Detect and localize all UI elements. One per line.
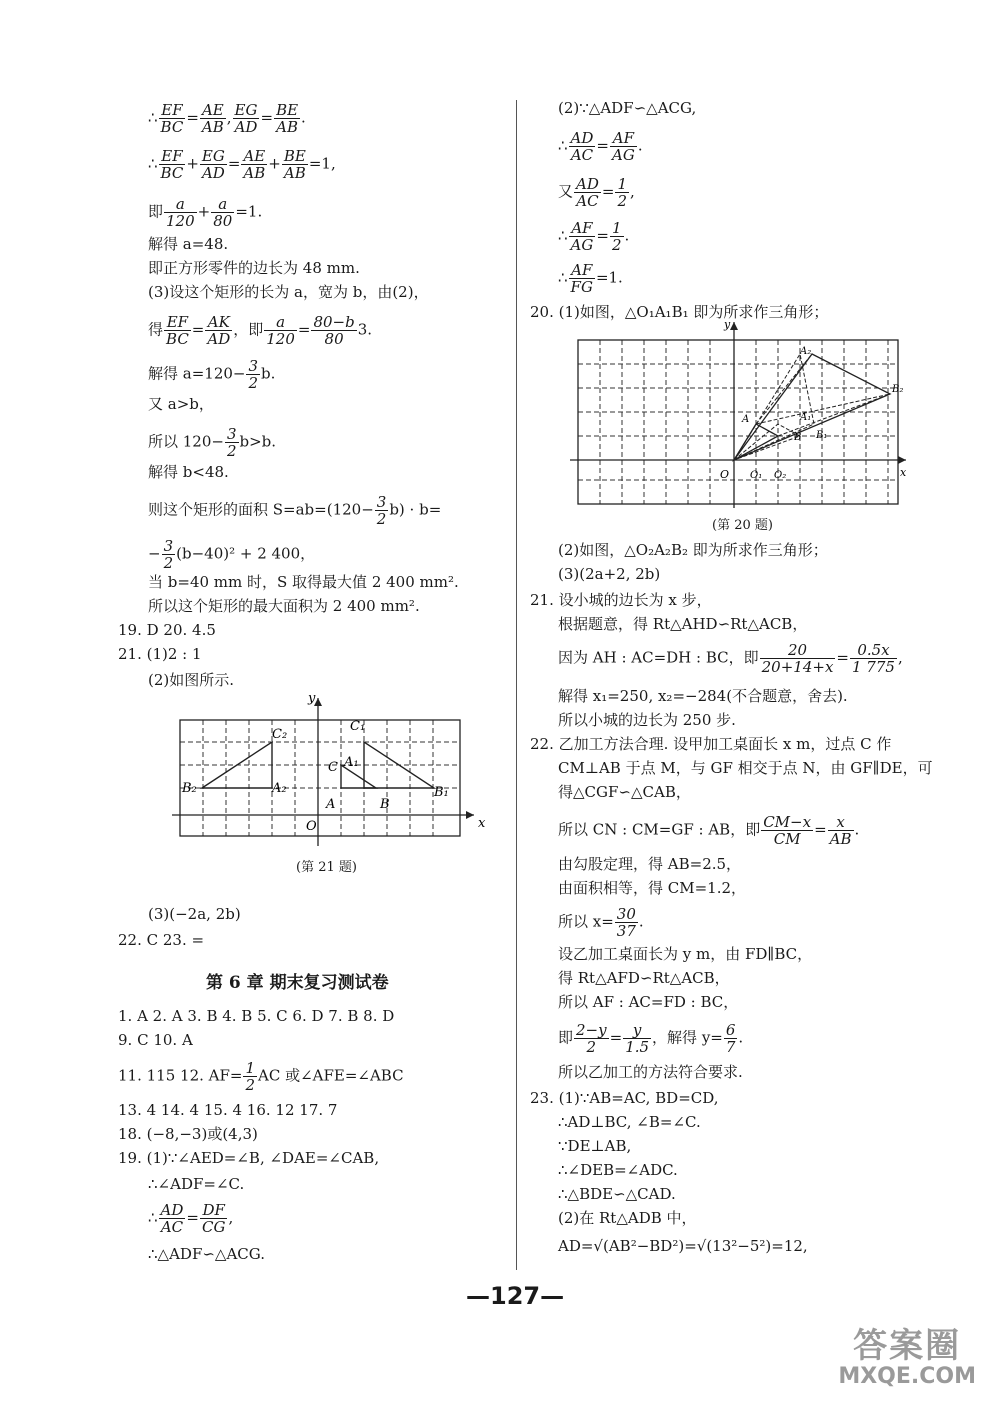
text-line-5: 即正方形零件的边长为 48 mm.	[148, 259, 360, 277]
eq-line-2: ∴ $\frac{EF}{BC}$ + $\frac{EG}{AD}$ = $\frac{AE}{AB}$ + $\frac{BE}{AB}$ =1,	[148, 147, 336, 182]
fig21-label-c2: C₂	[272, 727, 288, 742]
answer-22-y: 即 $\frac{2-y}{2}$ = $\frac{y}{1.5}$ ，解得 y= $\frac{6}{7}$ .	[558, 1021, 744, 1056]
fig20-label-b: B	[794, 432, 802, 443]
fig20-label-o2: O₂	[774, 470, 787, 481]
fig20-label-a: A	[742, 414, 750, 425]
eq-line-10: 所以 120− $\frac{3}{2}$ b>b.	[148, 425, 277, 460]
mc-answers-2: 9. C 10. A	[118, 1031, 193, 1049]
fig21-label-a1: A₁	[344, 755, 359, 770]
answer-21-solve: 解得 x₁=250, x₂=−284(不合题意，舍去).	[558, 687, 848, 705]
answer-22-ratio-2: 所以 AF : AC=FD : BC，	[558, 993, 739, 1011]
answer-22-area: 由面积相等，得 CM=1.2，	[558, 879, 747, 897]
answer-22-similar: 得 Rt△AFD∽Rt△ACB，	[558, 969, 730, 987]
answer-21-3: (3)(−2a, 2b)	[148, 905, 241, 923]
answer-23-line-5: ∴△BDE∽△CAD.	[558, 1185, 676, 1203]
answer-22-conclusion: 所以乙加工的方法符合要求.	[558, 1063, 743, 1081]
fig20-label-b1: B₁	[816, 430, 828, 441]
text-line-6: (3)设这个矩形的长为 a，宽为 b，由(2)，	[148, 283, 429, 301]
eq-line-1: ∴ $\frac{EF}{BC}$ = $\frac{AE}{AB}$ , $\frac{EG}{AD}$ = $\frac{BE}{AB}$ .	[148, 101, 306, 136]
answer-23-line-6: (2)在 Rt△ADB 中，	[558, 1209, 697, 1227]
r-line-4: ∴ $\frac{AF}{AG}$ = $\frac{1}{2}$ .	[558, 219, 630, 254]
answer-21-2: (2)如图所示.	[148, 671, 235, 689]
fig21-label-a: A	[326, 797, 336, 812]
answer-22-y-intro: 设乙加工桌面长为 y m，由 FD∥BC，	[558, 945, 813, 963]
r-line-2: ∴ $\frac{AD}{AC}$ = $\frac{AF}{AG}$ .	[558, 129, 643, 164]
r-line-1: (2)∵△ADF∽△ACG,	[558, 99, 697, 117]
answer-22-23: 22. C 23. =	[118, 931, 205, 949]
answer-21-similar: 根据题意，得 Rt△AHD∽Rt△ACB，	[558, 615, 808, 633]
figure-20-caption: (第 20 题)	[712, 518, 773, 533]
figure-21-caption: (第 21 题)	[296, 860, 357, 875]
fig21-label-a2: A₂	[272, 781, 287, 796]
fig21-label-y: y	[308, 691, 316, 706]
fig20-label-x: x	[900, 466, 907, 479]
fig21-label-c1: C₁	[350, 719, 366, 734]
page-number: —127—	[466, 1282, 565, 1310]
answer-23-line-3: ∵DE⊥AB,	[558, 1137, 632, 1155]
text-line-15: 所以这个矩形的最大面积为 2 400 mm².	[148, 597, 420, 615]
answer-22-line-3: 得△CGF∽△CAB，	[558, 783, 691, 801]
watermark-logo	[838, 1327, 976, 1389]
eq-line-7: 得 $\frac{EF}{BC}$ = $\frac{AK}{AD}$ ，即 $\frac{a}{120}$ = $\frac{80-b}{80}$ 3.	[148, 313, 373, 348]
column-divider	[516, 100, 517, 1270]
watermark-url: MXQE.COM	[838, 1364, 976, 1389]
answer-11-12: 11. 115 12. AF= $\frac{1}{2}$ AC 或∠AFE=∠ABC	[118, 1059, 404, 1094]
fig21-label-c: C	[328, 760, 338, 775]
fig21-label-o: O	[306, 819, 317, 834]
eq-line-3: 即 $\frac{a}{120}$ + $\frac{a}{80}$ =1.	[148, 195, 263, 230]
fig20-label-a1: A₁	[800, 412, 812, 423]
answer-21-ratio: 因为 AH : AC=DH : BC，即 $\frac{20}{20+14+x}$ = $\frac{0.5x}{1 775}$ ,	[558, 641, 903, 676]
answer-19-ratio: ∴ $\frac{AD}{AC}$ = $\frac{DF}{CG}$ ,	[148, 1201, 234, 1236]
answer-21-1: 21. (1)2 : 1	[118, 645, 202, 663]
answer-18: 18. (−8,−3)或(4,3)	[118, 1125, 258, 1143]
fig20-label-y: y	[724, 320, 731, 331]
mc-answers-1: 1. A 2. A 3. B 4. B 5. C 6. D 7. B 8. D	[118, 1007, 395, 1025]
answer-23-line-4: ∴∠DEB=∠ADC.	[558, 1161, 678, 1179]
watermark-text: 答案圈	[853, 1326, 962, 1366]
answer-19-20: 19. D 20. 4.5	[118, 621, 216, 639]
text-line-14: 当 b=40 mm 时，S 取得最大值 2 400 mm².	[148, 573, 459, 591]
answer-20-1: 20. (1)如图，△O₁A₁B₁ 即为所求作三角形；	[530, 303, 829, 321]
text-line-11: 解得 b<48.	[148, 463, 229, 481]
answer-23-line-2: ∴AD⊥BC, ∠B=∠C.	[558, 1113, 701, 1131]
answer-22-line-1: 22. 乙加工方法合理. 设甲加工桌面长 x m，过点 C 作	[530, 735, 892, 753]
answer-22-x: 所以 x= $\frac{30}{37}$ .	[558, 905, 644, 940]
fig20-label-o: O	[720, 468, 730, 481]
answer-19-line: ∴∠ADF=∠C.	[148, 1175, 245, 1193]
answer-20-2: (2)如图，△O₂A₂B₂ 即为所求作三角形；	[558, 541, 828, 559]
answer-13-17: 13. 4 14. 4 15. 4 16. 12 17. 7	[118, 1101, 338, 1119]
answer-20-3: (3)(2a+2, 2b)	[558, 565, 661, 583]
answer-19-conclusion: ∴△ADF∽△ACG.	[148, 1245, 265, 1263]
answer-22-pythag: 由勾股定理，得 AB=2.5，	[558, 855, 742, 873]
answer-23-1: 23. (1)∵AB=AC, BD=CD,	[530, 1089, 719, 1107]
eq-line-13: − $\frac{3}{2}$ (b−40)² + 2 400，	[148, 537, 316, 572]
fig21-label-x: x	[478, 816, 486, 831]
fig20-label-a2: A₂	[800, 346, 812, 357]
eq-line-12: 则这个矩形的面积 S=ab=(120− $\frac{3}{2}$ b) · b=	[148, 493, 442, 528]
r-line-3: 又 $\frac{AD}{AC}$ = $\frac{1}{2}$ ,	[558, 175, 635, 210]
answer-21-conclusion: 所以小城的边长为 250 步.	[558, 711, 736, 729]
fig20-label-o1: O₁	[750, 470, 763, 481]
chapter-heading: 第 6 章 期末复习测试卷	[206, 973, 389, 993]
answer-21-intro: 21. 设小城的边长为 x 步，	[530, 591, 712, 609]
r-line-5: ∴ $\frac{AF}{FG}$ =1.	[558, 261, 623, 296]
fig20-label-b2: B₂	[892, 384, 904, 395]
answer-23-line-7: AD=√(AB²−BD²)=√(13²−5²)=12,	[558, 1237, 808, 1255]
answer-19-1: 19. (1)∵∠AED=∠B, ∠DAE=∠CAB,	[118, 1149, 380, 1167]
fig21-label-b1: B₁	[434, 785, 449, 800]
text-line-4: 解得 a=48.	[148, 235, 229, 253]
figure-20	[570, 320, 910, 510]
figure-21	[168, 688, 488, 848]
text-line-9: 又 a>b，	[148, 395, 214, 413]
eq-line-8: 解得 a=120− $\frac{3}{2}$ b.	[148, 357, 276, 392]
fig21-label-b: B	[380, 797, 390, 812]
fig21-label-b2: B₂	[182, 781, 197, 796]
answer-22-ratio: 所以 CN : CM=GF : AB，即 $\frac{CM-x}{CM}$ = $\frac{x}{AB}$ .	[558, 813, 860, 848]
answer-22-line-2: CM⊥AB 于点 M，与 GF 相交于点 N，由 GF∥DE，可	[558, 759, 933, 777]
